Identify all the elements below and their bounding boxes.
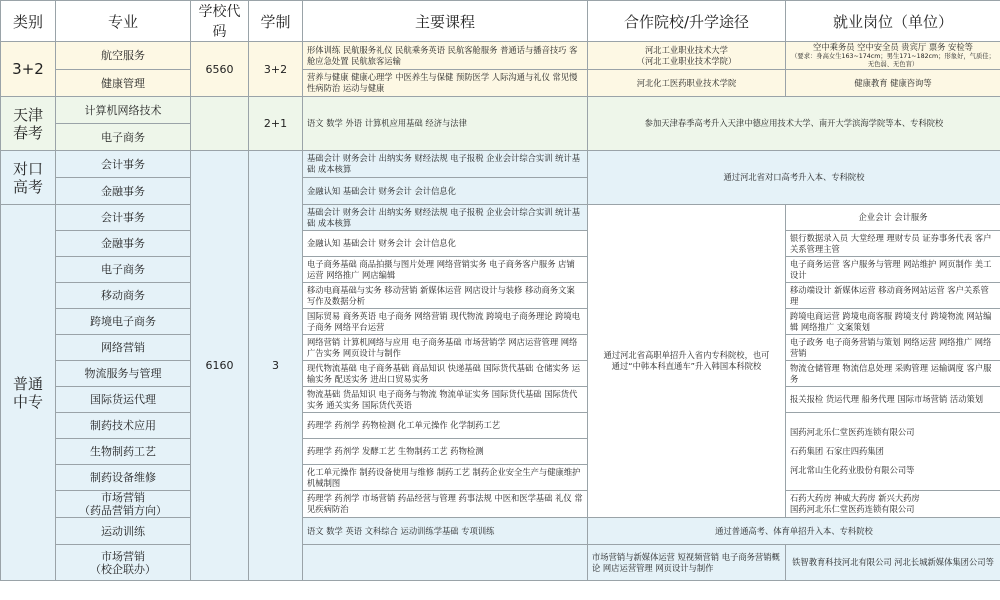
major-text: 市场营销 xyxy=(101,549,145,563)
duration: 2+1 xyxy=(249,97,303,151)
header-cooperation: 合作院校/升学途径 xyxy=(588,1,786,42)
courses-cell: 语文 数学 英语 文科综合 运动训练学基础 专项训练 xyxy=(303,518,588,545)
cooperation-text: 河北工业职业技术大学 xyxy=(645,44,728,55)
jobs-text: 空中乘务员 空中安全员 贵宾厅 票务 安检等 xyxy=(813,42,973,52)
table-row xyxy=(1,283,1000,309)
courses-cell: 语文 数学 外语 计算机应用基础 经济与法律 xyxy=(303,97,588,151)
table-row xyxy=(1,361,1000,387)
jobs-text: 石药大药房 神威大药房 新兴大药房 xyxy=(790,493,920,503)
category-text: 普通 xyxy=(12,374,43,393)
table-row xyxy=(1,257,1000,283)
major-cell: 电子商务 xyxy=(56,257,191,283)
major-cell: 网络营销 xyxy=(56,335,191,361)
major-cell: 电子商务 xyxy=(56,124,191,151)
major-cell: 移动商务 xyxy=(56,283,191,309)
header-row xyxy=(1,1,1000,42)
courses-cell: 国际贸易 商务英语 电子商务 网络营销 现代物流 跨境电子商务理论 跨境电子商务 网络平台运营 xyxy=(303,309,588,335)
cooperation-text: （河北工业职业技术学院） xyxy=(636,55,737,66)
table-row xyxy=(1,205,1000,231)
major-cell: 物流服务与管理 xyxy=(56,361,191,387)
jobs-cell-marketing xyxy=(786,491,1000,518)
courses-cell: 物流基础 货品知识 电子商务与物流 物流单证实务 国际货代基础 国际货代实务 通关实务 国际货代英语 xyxy=(303,387,588,413)
category-text: 春考 xyxy=(12,123,43,142)
jobs-cell: 电子商务运营 客户服务与管理 网站维护 网页制作 美工设计 xyxy=(786,257,1000,283)
courses-cell: 药理学 药剂学 发酵工艺 生物制药工艺 药物检测 xyxy=(303,439,588,465)
category-text: 中专 xyxy=(12,392,43,411)
major-cell: 金融事务 xyxy=(56,231,191,257)
table-row xyxy=(1,151,1000,178)
pathway-cell xyxy=(588,205,786,518)
category-duikou xyxy=(1,151,56,205)
category-text: 对口 xyxy=(12,159,43,178)
major-cell: 运动训练 xyxy=(56,518,191,545)
major-cell: 金融事务 xyxy=(56,178,191,205)
jobs-cell-pharma xyxy=(786,413,1000,491)
major-text: （校企联办） xyxy=(90,562,156,576)
jobs-text: 国药河北乐仁堂医药连锁有限公司 xyxy=(790,427,915,437)
major-cell xyxy=(56,491,191,518)
duration: 3+2 xyxy=(249,42,303,97)
courses-cell: 网络营销 计算机网络与应用 电子商务基础 市场营销学 网店运营管理 网络广告实务 网页设计与制作 xyxy=(303,335,588,361)
pathway-cell: 铁智教育科技河北有限公司 河北长城新媒体集团公司等 xyxy=(786,545,1000,581)
major-cell: 国际货运代理 xyxy=(56,387,191,413)
pathway-cell: 通过河北省对口高考升入本、专科院校 xyxy=(588,151,1000,205)
jobs-text: 国药河北乐仁堂医药连锁有限公司 xyxy=(790,504,915,514)
jobs-cell: 健康教育 健康咨询等 xyxy=(786,70,1000,97)
table-row xyxy=(1,545,1000,581)
jobs-cell: 报关报检 货运代理 船务代理 国际市场营销 活动策划 xyxy=(786,387,1000,413)
category-text: 高考 xyxy=(12,177,43,196)
courses-cell: 现代物流基础 电子商务基础 商品知识 快递基础 国际货代基础 仓储实务 运输实务 配送实务 进出口贸易实务 xyxy=(303,361,588,387)
courses-cell: 基础会计 财务会计 出纳实务 财经法规 电子报税 企业会计综合实训 统计基础 成本核算 xyxy=(303,205,588,231)
courses-cell: 市场营销与新媒体运营 短视频营销 电子商务营销概论 网店运营管理 网页设计与制作 xyxy=(588,545,786,581)
courses-cell: 药理学 药剂学 市场营销 药品经营与管理 药事法规 中医和医学基础 礼仪 常见疾病防治 xyxy=(303,491,588,518)
courses-cell: 金融认知 基础会计 财务会计 会计信息化 xyxy=(303,231,588,257)
courses-cell: 电子商务基础 商品拍摄与图片处理 网络营销实务 电子商务客户服务 店铺运营 网络推广 网店编辑 xyxy=(303,257,588,283)
table-row xyxy=(1,70,1000,97)
courses-cell: 化工单元操作 制药设备使用与维修 制药工艺 制药企业安全生产与健康维护 机械制图 xyxy=(303,465,588,491)
jobs-cell: 跨境电商运营 跨境电商客服 跨境支付 跨境物流 网站编辑 网络推广 文案策划 xyxy=(786,309,1000,335)
jobs-cell: 移动端设计 新媒体运营 移动商务网站运营 客户关系管理 xyxy=(786,283,1000,309)
pathway-text: 通过“中韩本科直通车”升入韩国本科院校 xyxy=(611,361,762,371)
major-cell: 会计事务 xyxy=(56,205,191,231)
jobs-cell: 企业会计 会计服务 xyxy=(786,205,1000,231)
courses-cell: 金融认知 基础会计 财务会计 会计信息化 xyxy=(303,178,588,205)
category-putong xyxy=(1,205,56,581)
jobs-cell: 银行数据录入员 大堂经理 理财专员 证券事务代表 客户关系管理主管 xyxy=(786,231,1000,257)
header-jobs: 就业岗位（单位） xyxy=(786,1,1000,42)
major-cell: 制药技术应用 xyxy=(56,413,191,439)
courses-cell: 形体训练 民航服务礼仪 民航乘务英语 民航客舱服务 普通话与播音技巧 客舱应急处置 民航旅客运输 xyxy=(303,42,588,70)
major-cell: 健康管理 xyxy=(56,70,191,97)
header-duration: 学制 xyxy=(249,1,303,42)
table-row xyxy=(1,97,1000,124)
major-text: 市场营销 xyxy=(101,491,145,504)
cooperation-cell xyxy=(588,42,786,70)
major-cell: 跨境电子商务 xyxy=(56,309,191,335)
jobs-cell: 物流仓储管理 物流信息处理 采购管理 运输调度 客户服务 xyxy=(786,361,1000,387)
courses-cell: 营养与健康 健康心理学 中医养生与保健 预防医学 人际沟通与礼仪 常见慢性病防治 运动与健康 xyxy=(303,70,588,97)
category-3plus2: 3+2 xyxy=(1,42,56,97)
table-row xyxy=(1,491,1000,518)
table-row xyxy=(1,231,1000,257)
table-row xyxy=(1,387,1000,413)
header-courses: 主要课程 xyxy=(303,1,588,42)
header-category: 类别 xyxy=(1,1,56,42)
major-cell: 会计事务 xyxy=(56,151,191,178)
courses-cell: 基础会计 财务会计 出纳实务 财经法规 电子报税 企业会计综合实训 统计基础 成本核算 xyxy=(303,151,588,178)
jobs-text: 河北常山生化药业股份有限公司等 xyxy=(790,465,915,475)
school-code-empty xyxy=(191,97,249,151)
category-text: 天津 xyxy=(12,105,43,124)
major-cell: 生物制药工艺 xyxy=(56,439,191,465)
table-row xyxy=(1,309,1000,335)
header-school-code: 学校代码 xyxy=(191,1,249,42)
school-code: 6160 xyxy=(191,151,249,581)
duration: 3 xyxy=(249,151,303,581)
table-row xyxy=(1,42,1000,70)
pathway-text: 通过河北省高职单招升入省内专科院校，也可 xyxy=(603,350,770,360)
jobs-text: 石药集团 石家庄四药集团 xyxy=(790,446,884,456)
major-cell xyxy=(56,545,191,581)
jobs-cell: 电子政务 电子商务营销与策划 网络运营 网络推广 网络营销 xyxy=(786,335,1000,361)
pathway-cell: 参加天津春季高考升入天津中德应用技术大学、南开大学滨海学院等本、专科院校 xyxy=(588,97,1000,151)
school-code: 6560 xyxy=(191,42,249,97)
category-tianjin xyxy=(1,97,56,151)
header-major: 专业 xyxy=(56,1,191,42)
jobs-cell xyxy=(786,42,1000,70)
duration-empty xyxy=(303,545,588,581)
table-row xyxy=(1,518,1000,545)
table-row xyxy=(1,413,1000,439)
pathway-cell: 通过普通高考、体育单招升入本、专科院校 xyxy=(588,518,1000,545)
major-cell: 计算机网络技术 xyxy=(56,97,191,124)
courses-cell: 药理学 药剂学 药物检测 化工单元操作 化学制药工艺 xyxy=(303,413,588,439)
table-row xyxy=(1,335,1000,361)
jobs-requirement: （要求：身高女生163~174cm；男生171~182cm；形象好，气质佳；无色弱、无色盲） xyxy=(791,53,995,68)
cooperation-cell: 河北化工医药职业技术学院 xyxy=(588,70,786,97)
major-text: （药品营销方向） xyxy=(79,504,167,517)
major-cell: 制药设备维修 xyxy=(56,465,191,491)
courses-cell: 移动电商基础与实务 移动营销 新媒体运营 网店设计与装修 移动商务文案写作及数据分析 xyxy=(303,283,588,309)
major-cell: 航空服务 xyxy=(56,42,191,70)
